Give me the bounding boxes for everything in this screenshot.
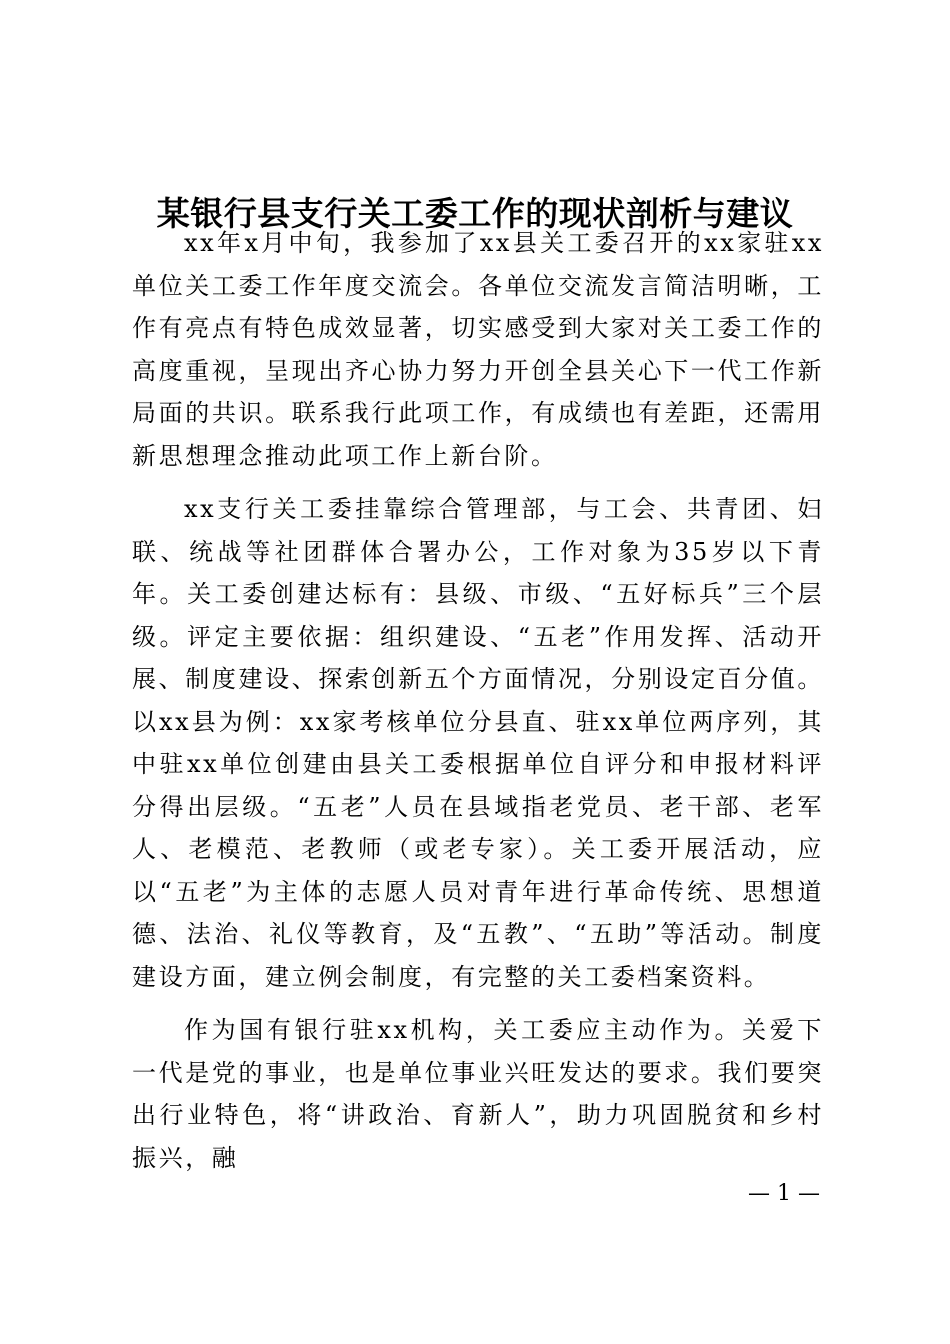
paragraph-3: 作为国有银行驻xx机构，关工委应主动作为。关爱下一代是党的事业，也是单位事业兴旺发达的要求。我们要突出行业特色，将“讲政治、育新人”，助力巩固脱贫和乡村振兴，融 <box>132 1016 824 1172</box>
paragraph-1: xx年x月中旬，我参加了xx县关工委召开的xx家驻xx单位关工委工作年度交流会。各单位交流发言简洁明晰，工作有亮点有特色成效显著，切实感受到大家对关工委工作的高度重视，呈现出齐心协力努力开创全县关心下一代工作新局面的共识。联系我行此项工作，有成绩也有差距，还需用新思想理念推动此项工作上新台阶。 <box>132 229 824 470</box>
document-body <box>132 222 824 1179</box>
page-number: — 1 — <box>748 1181 820 1206</box>
paragraph-2: xx支行关工委挂靠综合管理部，与工会、共青团、妇联、统战等社团群体合署办公，工作对象为35岁以下青年。关工委创建达标有：县级、市级、“五好标兵”三个层级。评定主要依据：组织建设、“五老”作用发挥、活动开展、制度建设、探索创新五个方面情况，分别设定百分值。以xx县为例：xx家考核单位分县直、驻xx单位两序列，其中驻xx单位创建由县关工委根据单位自评分和申报材料评分得出层级。“五老”人员在县域指老党员、老干部、老军人、老模范、老教师（或老专家）。关工委开展活动，应以“五老”为主体的志愿人员对青年进行革命传统、思想道德、法治、礼仪等教育，及“五教”、“五助”等活动。制度建设方面，建立例会制度，有完整的关工委档案资料。 <box>132 495 824 991</box>
document-title: 某银行县支行关工委工作的现状剖析与建议 <box>156 194 794 234</box>
